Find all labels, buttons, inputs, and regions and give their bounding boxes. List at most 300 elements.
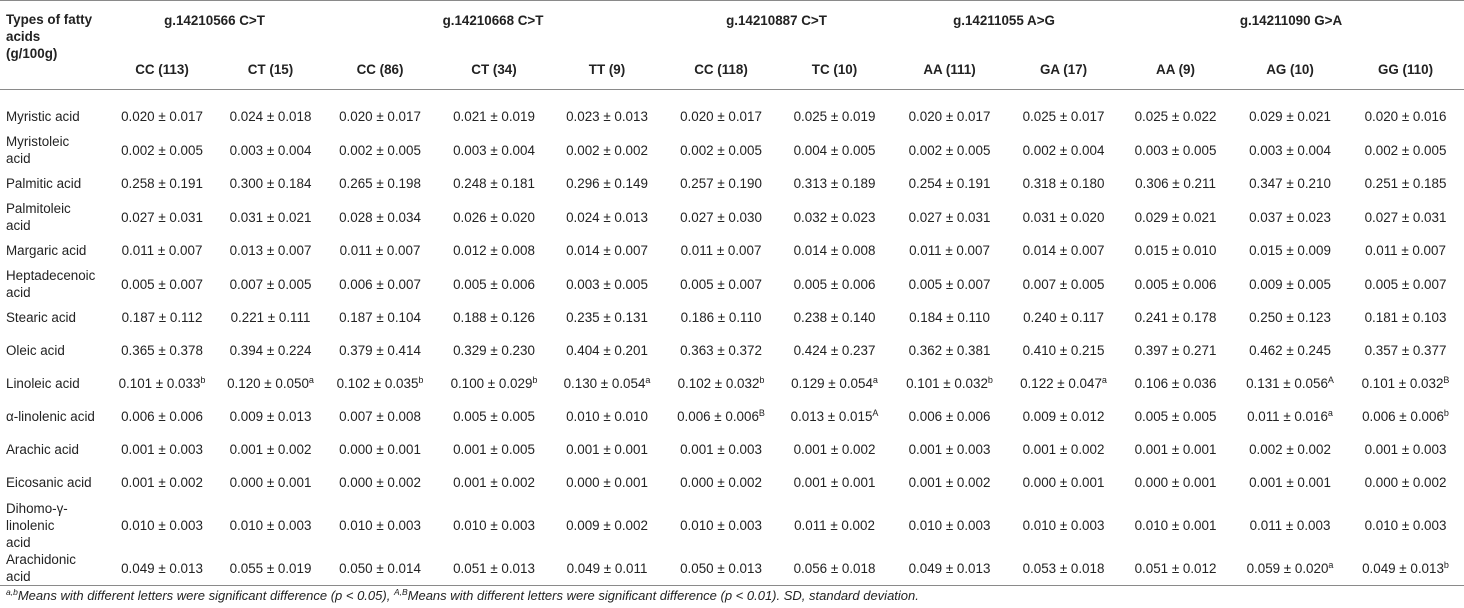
table-footnote bbox=[6, 588, 919, 603]
mean-sd-value: 0.102 ± 0.032 bbox=[677, 376, 760, 391]
mean-sd-value: 0.007 ± 0.005 bbox=[229, 276, 312, 292]
mean-sd-value: 0.003 ± 0.004 bbox=[229, 142, 312, 158]
mean-sd-value: 0.235 ± 0.131 bbox=[566, 310, 648, 325]
value-cell bbox=[106, 400, 218, 433]
mean-sd-value: 0.001 ± 0.001 bbox=[793, 475, 876, 490]
value-cell bbox=[106, 234, 218, 267]
value-cell bbox=[437, 334, 551, 367]
genotype-header: GG (110) bbox=[1377, 61, 1434, 77]
value-cell bbox=[1009, 133, 1118, 167]
table-body bbox=[0, 90, 1464, 586]
mean-sd-value: 0.010 ± 0.003 bbox=[339, 517, 421, 533]
mean-sd-value: 0.027 ± 0.031 bbox=[121, 209, 203, 225]
mean-sd-value: 0.347 ± 0.210 bbox=[1249, 176, 1331, 191]
mean-sd-value: 0.001 ± 0.003 bbox=[680, 442, 762, 457]
types-header: Types of fatty acids (g/100g) bbox=[0, 1, 106, 90]
mean-sd-value: 0.029 ± 0.021 bbox=[1134, 209, 1217, 225]
value-cell bbox=[1233, 167, 1347, 200]
mean-sd-value: 0.365 ± 0.378 bbox=[121, 343, 203, 358]
mean-sd-value: 0.010 ± 0.003 bbox=[121, 517, 203, 533]
value-cell bbox=[1118, 499, 1233, 551]
fatty-acid-name bbox=[0, 433, 106, 466]
value-cell bbox=[323, 167, 437, 200]
mean-sd-value: 0.051 ± 0.012 bbox=[1134, 560, 1217, 576]
value-cell bbox=[1009, 466, 1118, 499]
value-cell bbox=[663, 133, 779, 167]
value-cell bbox=[551, 267, 663, 301]
table-row bbox=[0, 499, 1464, 551]
significance-letter: b bbox=[1443, 559, 1449, 570]
value-cell bbox=[106, 433, 218, 466]
mean-sd-value: 0.251 ± 0.185 bbox=[1364, 176, 1447, 191]
fatty-acid-name-line: Linoleic acid bbox=[6, 376, 80, 391]
value-cell bbox=[1347, 301, 1464, 334]
value-cell bbox=[218, 367, 323, 400]
mean-sd-value: 0.005 ± 0.007 bbox=[1364, 276, 1447, 292]
value-cell bbox=[106, 334, 218, 367]
value-cell bbox=[890, 551, 1009, 586]
value-cell bbox=[1233, 100, 1347, 133]
mean-sd-value: 0.001 ± 0.002 bbox=[908, 475, 991, 490]
fatty-acid-name-line: Stearic acid bbox=[6, 310, 76, 325]
value-cell bbox=[1233, 267, 1347, 301]
mean-sd-value: 0.106 ± 0.036 bbox=[1134, 376, 1217, 391]
value-cell bbox=[218, 334, 323, 367]
value-cell bbox=[779, 499, 890, 551]
value-cell bbox=[1009, 499, 1118, 551]
fatty-acid-name bbox=[0, 466, 106, 499]
mean-sd-value: 0.005 ± 0.007 bbox=[680, 276, 762, 292]
mean-sd-value: 0.006 ± 0.006 bbox=[1362, 409, 1444, 424]
value-cell bbox=[1233, 133, 1347, 167]
value-cell bbox=[1233, 551, 1347, 586]
mean-sd-value: 0.027 ± 0.031 bbox=[1364, 209, 1447, 225]
value-cell bbox=[1118, 234, 1233, 267]
value-cell bbox=[437, 466, 551, 499]
mean-sd-value: 0.238 ± 0.140 bbox=[793, 310, 876, 325]
value-cell bbox=[1347, 367, 1464, 400]
mean-sd-value: 0.130 ± 0.054 bbox=[563, 376, 646, 391]
value-cell bbox=[218, 100, 323, 133]
fatty-acid-name-line: Myristic acid bbox=[6, 109, 80, 124]
table-row bbox=[0, 400, 1464, 433]
mean-sd-value: 0.011 ± 0.002 bbox=[794, 517, 875, 533]
mean-sd-value: 0.010 ± 0.003 bbox=[680, 517, 762, 533]
genotype-header: TT (9) bbox=[588, 61, 626, 77]
value-cell bbox=[218, 433, 323, 466]
table-row bbox=[0, 133, 1464, 167]
value-cell bbox=[437, 200, 551, 234]
fatty-acid-name-line: Arachic acid bbox=[6, 442, 79, 457]
mean-sd-value: 0.005 ± 0.006 bbox=[1134, 276, 1217, 292]
fatty-acid-name-line: Dihomo-γ- bbox=[6, 500, 68, 516]
value-cell bbox=[663, 400, 779, 433]
value-cell bbox=[1347, 267, 1464, 301]
value-cell bbox=[323, 551, 437, 586]
mean-sd-value: 0.003 ± 0.004 bbox=[1249, 142, 1331, 158]
mean-sd-value: 0.001 ± 0.003 bbox=[121, 442, 203, 457]
fatty-acid-name-line: Myristoleic bbox=[6, 134, 70, 149]
value-cell bbox=[218, 234, 323, 267]
value-cell bbox=[779, 234, 890, 267]
value-cell bbox=[106, 499, 218, 551]
mean-sd-value: 0.050 ± 0.014 bbox=[339, 560, 421, 576]
value-cell bbox=[1009, 234, 1118, 267]
value-cell bbox=[106, 133, 218, 167]
value-cell bbox=[106, 267, 218, 301]
value-cell bbox=[323, 133, 437, 167]
mean-sd-value: 0.005 ± 0.006 bbox=[453, 276, 535, 292]
mean-sd-value: 0.462 ± 0.245 bbox=[1249, 343, 1331, 358]
mean-sd-value: 0.025 ± 0.022 bbox=[1134, 109, 1217, 124]
mean-sd-value: 0.394 ± 0.224 bbox=[229, 343, 312, 358]
mean-sd-value: 0.005 ± 0.005 bbox=[1134, 409, 1217, 424]
fatty-acid-name-line: Palmitoleic bbox=[6, 201, 71, 216]
mean-sd-value: 0.011 ± 0.007 bbox=[339, 243, 421, 258]
value-cell bbox=[663, 200, 779, 234]
value-cell bbox=[1347, 133, 1464, 167]
genotype-header: CC (86) bbox=[356, 61, 404, 77]
fatty-acid-name bbox=[0, 551, 106, 586]
significance-letter: A bbox=[1327, 375, 1334, 385]
value-cell bbox=[323, 100, 437, 133]
mean-sd-value: 0.027 ± 0.030 bbox=[680, 209, 762, 225]
value-cell bbox=[218, 466, 323, 499]
genotype-header: AG (10) bbox=[1266, 61, 1314, 77]
mean-sd-value: 0.318 ± 0.180 bbox=[1022, 176, 1105, 191]
significance-letter: a bbox=[645, 375, 651, 385]
value-cell bbox=[779, 200, 890, 234]
value-cell bbox=[323, 200, 437, 234]
mean-sd-value: 0.258 ± 0.191 bbox=[121, 176, 203, 191]
mean-sd-value: 0.100 ± 0.029 bbox=[450, 376, 533, 391]
mean-sd-value: 0.011 ± 0.007 bbox=[121, 243, 203, 258]
value-cell bbox=[1233, 334, 1347, 367]
value-cell bbox=[663, 167, 779, 200]
value-cell bbox=[779, 267, 890, 301]
snp-header: g.14211055 A>G bbox=[953, 13, 1055, 28]
mean-sd-value: 0.001 ± 0.005 bbox=[453, 442, 535, 457]
value-cell bbox=[1347, 466, 1464, 499]
value-cell bbox=[890, 200, 1009, 234]
fatty-acid-name bbox=[0, 367, 106, 400]
table-row bbox=[0, 167, 1464, 200]
fatty-acid-name-line: Margaric acid bbox=[6, 243, 87, 258]
value-cell bbox=[1009, 301, 1118, 334]
value-cell bbox=[1347, 551, 1464, 586]
value-cell bbox=[1233, 433, 1347, 466]
mean-sd-value: 0.055 ± 0.019 bbox=[229, 560, 312, 576]
mean-sd-value: 0.002 ± 0.005 bbox=[908, 142, 991, 158]
value-cell bbox=[106, 466, 218, 499]
value-cell bbox=[1118, 551, 1233, 586]
value-cell bbox=[437, 167, 551, 200]
snp-header: g.14210887 C>T bbox=[726, 13, 827, 28]
mean-sd-value: 0.000 ± 0.001 bbox=[1022, 475, 1105, 490]
mean-sd-value: 0.024 ± 0.018 bbox=[229, 109, 312, 124]
mean-sd-value: 0.424 ± 0.237 bbox=[793, 343, 876, 358]
footnote-text: Means with different letters were significant difference (p < 0.01). SD, standard deviation. bbox=[407, 588, 919, 603]
value-cell bbox=[551, 466, 663, 499]
fatty-acid-name bbox=[0, 100, 106, 133]
value-cell bbox=[890, 100, 1009, 133]
fatty-acid-name-line: acid bbox=[6, 569, 31, 584]
table-row bbox=[0, 466, 1464, 499]
value-cell bbox=[1009, 400, 1118, 433]
mean-sd-value: 0.257 ± 0.190 bbox=[680, 176, 762, 191]
value-cell bbox=[779, 167, 890, 200]
value-cell bbox=[1118, 100, 1233, 133]
mean-sd-value: 0.023 ± 0.013 bbox=[566, 109, 648, 124]
value-cell bbox=[437, 133, 551, 167]
mean-sd-value: 0.014 ± 0.007 bbox=[566, 243, 648, 258]
value-cell bbox=[323, 367, 437, 400]
value-cell bbox=[890, 367, 1009, 400]
table-row bbox=[0, 267, 1464, 301]
mean-sd-value: 0.397 ± 0.271 bbox=[1134, 343, 1217, 358]
significance-letter: a bbox=[1101, 375, 1107, 385]
table-row bbox=[0, 200, 1464, 234]
value-cell bbox=[323, 400, 437, 433]
value-cell bbox=[551, 334, 663, 367]
value-cell bbox=[1347, 433, 1464, 466]
genotype-header: CT (15) bbox=[247, 61, 294, 77]
value-cell bbox=[779, 100, 890, 133]
mean-sd-value: 0.049 ± 0.013 bbox=[1362, 560, 1444, 576]
mean-sd-value: 0.006 ± 0.007 bbox=[339, 276, 421, 292]
value-cell bbox=[890, 499, 1009, 551]
mean-sd-value: 0.363 ± 0.372 bbox=[680, 343, 762, 358]
value-cell bbox=[437, 301, 551, 334]
mean-sd-value: 0.011 ± 0.007 bbox=[909, 243, 990, 258]
value-cell bbox=[106, 100, 218, 133]
value-cell bbox=[1233, 466, 1347, 499]
value-cell bbox=[1118, 200, 1233, 234]
value-cell bbox=[551, 133, 663, 167]
value-cell bbox=[1347, 234, 1464, 267]
significance-letter: b bbox=[1443, 408, 1449, 418]
mean-sd-value: 0.053 ± 0.018 bbox=[1022, 560, 1105, 576]
mean-sd-value: 0.000 ± 0.001 bbox=[566, 475, 648, 490]
footnote-text: Means with different letters were significant difference (p < 0.05), bbox=[17, 588, 394, 603]
fatty-acid-name bbox=[0, 234, 106, 267]
mean-sd-value: 0.250 ± 0.123 bbox=[1249, 310, 1331, 325]
table-row bbox=[0, 100, 1464, 133]
value-cell bbox=[663, 301, 779, 334]
mean-sd-value: 0.051 ± 0.013 bbox=[453, 560, 535, 576]
value-cell bbox=[779, 466, 890, 499]
value-cell bbox=[1009, 433, 1118, 466]
genotype-header: CC (113) bbox=[135, 61, 189, 77]
value-cell bbox=[323, 466, 437, 499]
value-cell bbox=[1233, 367, 1347, 400]
value-cell bbox=[1118, 400, 1233, 433]
value-cell bbox=[323, 267, 437, 301]
value-cell bbox=[779, 301, 890, 334]
mean-sd-value: 0.037 ± 0.023 bbox=[1249, 209, 1331, 225]
mean-sd-value: 0.000 ± 0.001 bbox=[1134, 475, 1217, 490]
value-cell bbox=[323, 499, 437, 551]
fatty-acid-name bbox=[0, 301, 106, 334]
genotype-header: CT (34) bbox=[471, 61, 517, 77]
value-cell bbox=[1233, 400, 1347, 433]
mean-sd-value: 0.306 ± 0.211 bbox=[1135, 176, 1216, 191]
genotype-header: GA (17) bbox=[1039, 61, 1088, 77]
value-cell bbox=[106, 301, 218, 334]
mean-sd-value: 0.102 ± 0.035 bbox=[336, 376, 419, 391]
mean-sd-value: 0.020 ± 0.016 bbox=[1364, 109, 1447, 124]
mean-sd-value: 0.005 ± 0.007 bbox=[121, 276, 203, 292]
mean-sd-value: 0.006 ± 0.006 bbox=[677, 409, 759, 424]
mean-sd-value: 0.357 ± 0.377 bbox=[1364, 343, 1447, 358]
mean-sd-value: 0.221 ± 0.111 bbox=[230, 310, 311, 325]
genotype-header-row bbox=[0, 49, 1464, 90]
table-row bbox=[0, 234, 1464, 267]
mean-sd-value: 0.020 ± 0.017 bbox=[339, 109, 421, 124]
mean-sd-value: 0.000 ± 0.002 bbox=[680, 475, 762, 490]
value-cell bbox=[1347, 400, 1464, 433]
value-cell bbox=[323, 234, 437, 267]
mean-sd-value: 0.187 ± 0.112 bbox=[121, 310, 203, 325]
table-row bbox=[0, 367, 1464, 400]
mean-sd-value: 0.050 ± 0.013 bbox=[680, 560, 762, 576]
fatty-acid-name bbox=[0, 334, 106, 367]
mean-sd-value: 0.031 ± 0.020 bbox=[1022, 209, 1105, 225]
mean-sd-value: 0.056 ± 0.018 bbox=[793, 560, 876, 576]
genotype-header: AA (111) bbox=[923, 61, 976, 77]
mean-sd-value: 0.009 ± 0.013 bbox=[229, 409, 312, 424]
fatty-acid-name-line: acid bbox=[6, 218, 31, 233]
mean-sd-value: 0.025 ± 0.019 bbox=[793, 109, 876, 124]
value-cell bbox=[1009, 367, 1118, 400]
value-cell bbox=[1118, 334, 1233, 367]
mean-sd-value: 0.187 ± 0.104 bbox=[339, 310, 421, 325]
value-cell bbox=[779, 551, 890, 586]
value-cell bbox=[663, 367, 779, 400]
mean-sd-value: 0.005 ± 0.005 bbox=[453, 409, 535, 424]
mean-sd-value: 0.000 ± 0.001 bbox=[229, 475, 312, 490]
value-cell bbox=[779, 433, 890, 466]
value-cell bbox=[551, 100, 663, 133]
mean-sd-value: 0.240 ± 0.117 bbox=[1023, 310, 1104, 325]
mean-sd-value: 0.122 ± 0.047 bbox=[1020, 376, 1102, 391]
mean-sd-value: 0.181 ± 0.103 bbox=[1364, 310, 1447, 325]
mean-sd-value: 0.002 ± 0.005 bbox=[680, 142, 762, 158]
value-cell bbox=[437, 367, 551, 400]
mean-sd-value: 0.000 ± 0.002 bbox=[339, 475, 421, 490]
value-cell bbox=[663, 499, 779, 551]
mean-sd-value: 0.002 ± 0.005 bbox=[1364, 142, 1447, 158]
mean-sd-value: 0.002 ± 0.005 bbox=[121, 142, 203, 158]
mean-sd-value: 0.186 ± 0.110 bbox=[680, 310, 762, 325]
value-cell bbox=[551, 301, 663, 334]
table-row bbox=[0, 551, 1464, 586]
value-cell bbox=[551, 167, 663, 200]
value-cell bbox=[551, 234, 663, 267]
mean-sd-value: 0.020 ± 0.017 bbox=[680, 109, 762, 124]
mean-sd-value: 0.013 ± 0.007 bbox=[229, 243, 312, 258]
mean-sd-value: 0.379 ± 0.414 bbox=[339, 343, 421, 358]
mean-sd-value: 0.101 ± 0.032 bbox=[906, 376, 988, 391]
mean-sd-value: 0.027 ± 0.031 bbox=[908, 209, 991, 225]
value-cell bbox=[437, 234, 551, 267]
fatty-acid-name bbox=[0, 167, 106, 200]
fatty-acid-name-line: Arachidonic bbox=[6, 552, 76, 567]
value-cell bbox=[779, 133, 890, 167]
mean-sd-value: 0.010 ± 0.003 bbox=[1364, 517, 1447, 533]
value-cell bbox=[1009, 334, 1118, 367]
mean-sd-value: 0.001 ± 0.002 bbox=[229, 442, 312, 457]
value-cell bbox=[323, 433, 437, 466]
mean-sd-value: 0.009 ± 0.005 bbox=[1249, 276, 1331, 292]
value-cell bbox=[323, 301, 437, 334]
value-cell bbox=[106, 167, 218, 200]
value-cell bbox=[779, 334, 890, 367]
value-cell bbox=[1009, 100, 1118, 133]
mean-sd-value: 0.024 ± 0.013 bbox=[566, 209, 648, 225]
mean-sd-value: 0.002 ± 0.005 bbox=[339, 142, 421, 158]
fatty-acid-name-line: linolenic bbox=[6, 517, 55, 533]
fatty-acid-name bbox=[0, 400, 106, 433]
value-cell bbox=[890, 234, 1009, 267]
mean-sd-value: 0.010 ± 0.001 bbox=[1134, 517, 1217, 533]
mean-sd-value: 0.006 ± 0.006 bbox=[121, 409, 203, 424]
significance-letter: B bbox=[758, 408, 765, 418]
mean-sd-value: 0.241 ± 0.178 bbox=[1134, 310, 1217, 325]
value-cell bbox=[1233, 200, 1347, 234]
value-cell bbox=[890, 400, 1009, 433]
significance-letter: a bbox=[308, 375, 314, 385]
mean-sd-value: 0.001 ± 0.002 bbox=[1022, 442, 1105, 457]
footnote-sup: A,B bbox=[393, 587, 408, 597]
value-cell bbox=[779, 367, 890, 400]
mean-sd-value: 0.049 ± 0.011 bbox=[566, 560, 648, 576]
mean-sd-value: 0.010 ± 0.003 bbox=[1022, 517, 1105, 533]
mean-sd-value: 0.001 ± 0.001 bbox=[1134, 442, 1217, 457]
value-cell bbox=[663, 267, 779, 301]
fatty-acid-name-line: Palmitic acid bbox=[6, 176, 82, 191]
mean-sd-value: 0.120 ± 0.050 bbox=[227, 376, 309, 391]
value-cell bbox=[890, 466, 1009, 499]
value-cell bbox=[1118, 466, 1233, 499]
value-cell bbox=[663, 466, 779, 499]
significance-letter: b bbox=[759, 375, 765, 385]
snp-header-row bbox=[0, 1, 1464, 50]
genotype-header: CC (118) bbox=[694, 61, 748, 77]
mean-sd-value: 0.014 ± 0.007 bbox=[1022, 243, 1105, 258]
significance-letter: b bbox=[987, 375, 993, 385]
fatty-acid-name-line: α-linolenic acid bbox=[6, 409, 95, 424]
significance-letter: A bbox=[872, 408, 879, 418]
value-cell bbox=[890, 167, 1009, 200]
value-cell bbox=[218, 499, 323, 551]
mean-sd-value: 0.404 ± 0.201 bbox=[566, 343, 648, 358]
mean-sd-value: 0.248 ± 0.181 bbox=[453, 176, 535, 191]
fatty-acid-name-line: Eicosanic acid bbox=[6, 475, 92, 490]
mean-sd-value: 0.005 ± 0.006 bbox=[793, 276, 876, 292]
value-cell bbox=[890, 301, 1009, 334]
mean-sd-value: 0.011 ± 0.016 bbox=[1247, 409, 1328, 424]
mean-sd-value: 0.188 ± 0.126 bbox=[453, 310, 535, 325]
mean-sd-value: 0.001 ± 0.002 bbox=[453, 475, 535, 490]
table-row bbox=[0, 334, 1464, 367]
value-cell bbox=[890, 133, 1009, 167]
mean-sd-value: 0.049 ± 0.013 bbox=[121, 560, 203, 576]
mean-sd-value: 0.001 ± 0.003 bbox=[1364, 442, 1447, 457]
value-cell bbox=[890, 433, 1009, 466]
mean-sd-value: 0.003 ± 0.004 bbox=[453, 142, 535, 158]
value-cell bbox=[218, 267, 323, 301]
